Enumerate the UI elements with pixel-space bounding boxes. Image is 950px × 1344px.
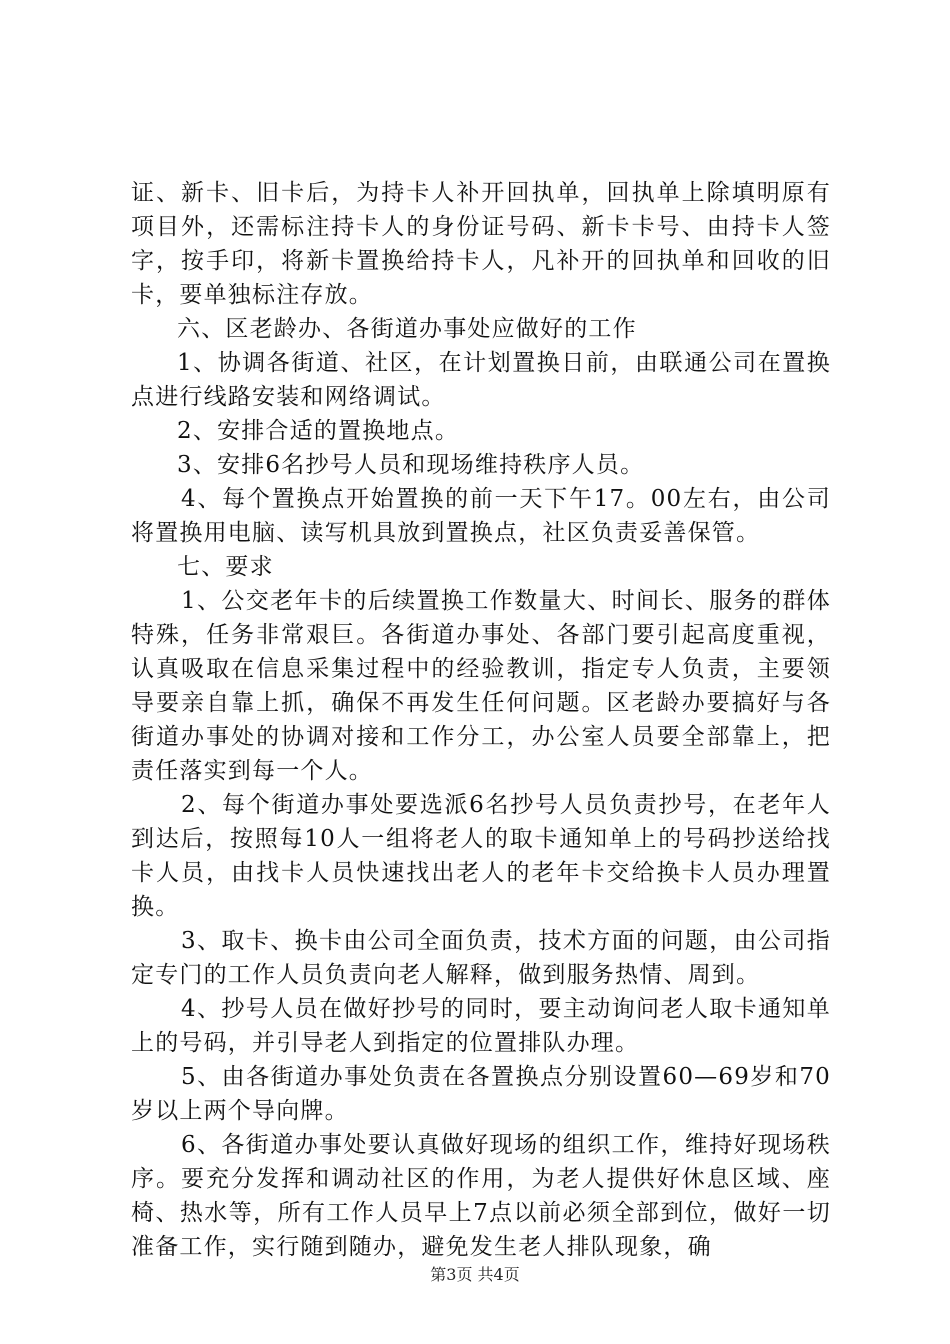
document-body [131,176,831,1264]
paragraph-item: 1、协调各街道、社区，在计划置换日前，由联通公司在置换点进行线路安装和网络调试。 [131,350,831,410]
paragraph-item: 2、每个街道办事处要选派6名抄号人员负责抄号，在老年人到达后，按照每10人一组将老人的取卡通知单上的号码抄送给找卡人员，由找卡人员快速找出老人的老年卡交给换卡人员办理置换。 [131,792,831,920]
paragraph-item: 2、安排合适的置换地点。 [177,418,460,444]
paragraph-item: 4、抄号人员在做好抄号的同时，要主动询问老人取卡通知单上的号码，并引导老人到指定的位置排队办理。 [131,996,831,1056]
page-number-footer: 第3页 共4页 [430,1265,520,1284]
paragraph-item: 4、每个置换点开始置换的前一天下午17。00左右，由公司将置换用电脑、读写机具放到置换点，社区负责妥善保管。 [131,486,831,546]
section-heading-seven: 七、要求 [177,554,274,580]
paragraph-item: 6、各街道办事处要认真做好现场的组织工作，维持好现场秩序。要充分发挥和调动社区的作用，为老人提供好休息区域、座椅、热水等，所有工作人员早上7点以前必须全部到位，做好一切准备工作，实行随到随办，避免发生老人排队现象，确 [131,1132,831,1260]
paragraph-item: 1、公交老年卡的后续置换工作数量大、时间长、服务的群体特殊，任务非常艰巨。各街道办事处、各部门要引起高度重视，认真吸取在信息采集过程中的经验教训，指定专人负责，主要领导要亲自靠上抓，确保不再发生任何问题。区老龄办要搞好与各街道办事处的协调对接和工作分工，办公室人员要全部靠上，把责任落实到每一个人。 [131,588,831,784]
paragraph-item: 3、安排6名抄号人员和现场维持秩序人员。 [177,452,645,478]
paragraph-continuation: 证、新卡、旧卡后，为持卡人补开回执单，回执单上除填明原有项目外，还需标注持卡人的身份证号码、新卡卡号、由持卡人签字，按手印，将新卡置换给持卡人，凡补开的回执单和回收的旧卡，要单独标注存放。 [131,180,831,308]
section-heading-six: 六、区老龄办、各街道办事处应做好的工作 [177,316,637,342]
paragraph-item: 5、由各街道办事处负责在各置换点分别设置60—69岁和70岁以上两个导向牌。 [131,1064,831,1124]
paragraph-item: 3、取卡、换卡由公司全面负责，技术方面的问题，由公司指定专门的工作人员负责向老人解释，做到服务热情、周到。 [131,928,831,988]
